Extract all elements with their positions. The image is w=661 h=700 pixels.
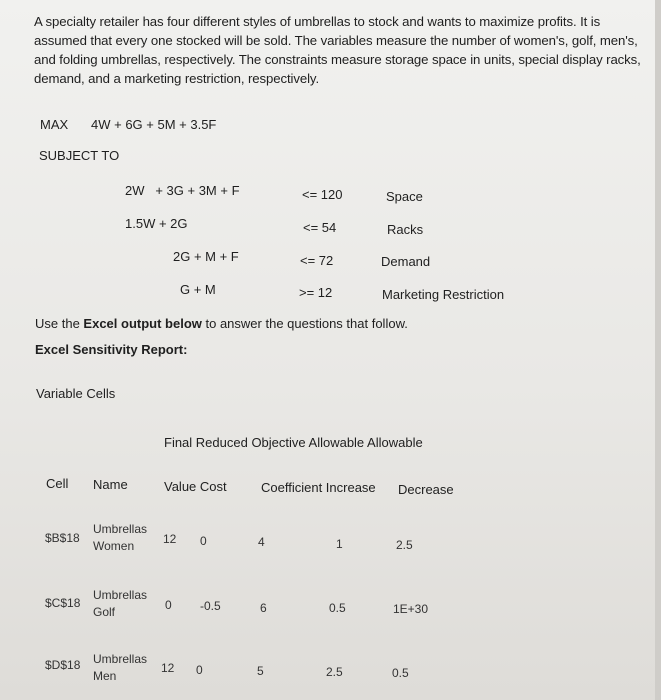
constraint-lhs: 2G + M + F — [173, 249, 239, 264]
constraint-rhs: >= 12 — [299, 285, 333, 300]
row-name: Umbrellas Men — [93, 652, 148, 683]
constraint-rhs: <= 120 — [302, 187, 343, 202]
constraint-name: Demand — [381, 254, 431, 269]
constraint-name: Marketing Restriction — [382, 287, 505, 302]
row-reduced-cost: 0 — [196, 663, 203, 677]
max-label: MAX — [40, 117, 69, 132]
header-decrease: Decrease — [398, 482, 454, 497]
constraint-name: Racks — [387, 222, 424, 237]
instruction-text: Use the Excel output below to answer the questions that follow. — [35, 316, 408, 331]
row-allowable-decrease: 2.5 — [396, 538, 413, 552]
row-name: Umbrellas Golf — [93, 588, 148, 619]
row-cell-ref: $C$18 — [45, 596, 81, 610]
row-allowable-increase: 0.5 — [329, 601, 346, 615]
row-name: Umbrellas Women — [93, 522, 148, 553]
report-title: Excel Sensitivity Report: — [35, 342, 188, 357]
objective-function: 4W + 6G + 5M + 3.5F — [91, 117, 217, 132]
problem-intro: A specialty retailer has four different styles of umbrellas to stock and wants to maximize profits. It is assumed that every one stocked will be sold. The variables measure the number of women's, golf, men's, and folding umbrellas, respectively. The constraints measure storage space in units, special display racks, demand, and a marketing restriction, respectively. — [34, 14, 641, 86]
row-allowable-decrease: 0.5 — [392, 666, 409, 680]
row-final-value: 0 — [165, 598, 172, 612]
row-allowable-increase: 1 — [336, 537, 343, 551]
constraint-name: Space — [386, 189, 423, 204]
row-allowable-increase: 2.5 — [326, 665, 343, 679]
row-reduced-cost: -0.5 — [200, 599, 221, 613]
constraint-lhs: G + M — [180, 282, 216, 297]
header-coefficient-increase: Coefficient Increase — [261, 480, 376, 495]
variable-cells-label: Variable Cells — [36, 386, 116, 401]
header-value-cost: Value Cost — [164, 479, 227, 494]
constraint-lhs: 1.5W + 2G — [125, 216, 188, 231]
constraint-rhs: <= 54 — [303, 220, 337, 235]
row-cell-ref: $B$18 — [45, 531, 80, 545]
header-cell: Cell — [46, 476, 69, 491]
row-reduced-cost: 0 — [200, 534, 207, 548]
subject-to-label: SUBJECT TO — [39, 148, 120, 163]
row-final-value: 12 — [161, 661, 175, 675]
row-final-value: 12 — [163, 532, 177, 546]
row-objective-coefficient: 4 — [258, 535, 265, 549]
row-objective-coefficient: 5 — [257, 664, 264, 678]
row-allowable-decrease: 1E+30 — [393, 602, 429, 616]
row-objective-coefficient: 6 — [260, 601, 267, 615]
row-cell-ref: $D$18 — [45, 658, 81, 672]
constraint-rhs: <= 72 — [300, 253, 334, 268]
header-name: Name — [93, 477, 128, 492]
constraint-lhs: 2W + 3G + 3M + F — [125, 183, 240, 198]
header-row-1: Final Reduced Objective Allowable Allowable — [164, 435, 423, 450]
page-edge — [655, 0, 661, 700]
